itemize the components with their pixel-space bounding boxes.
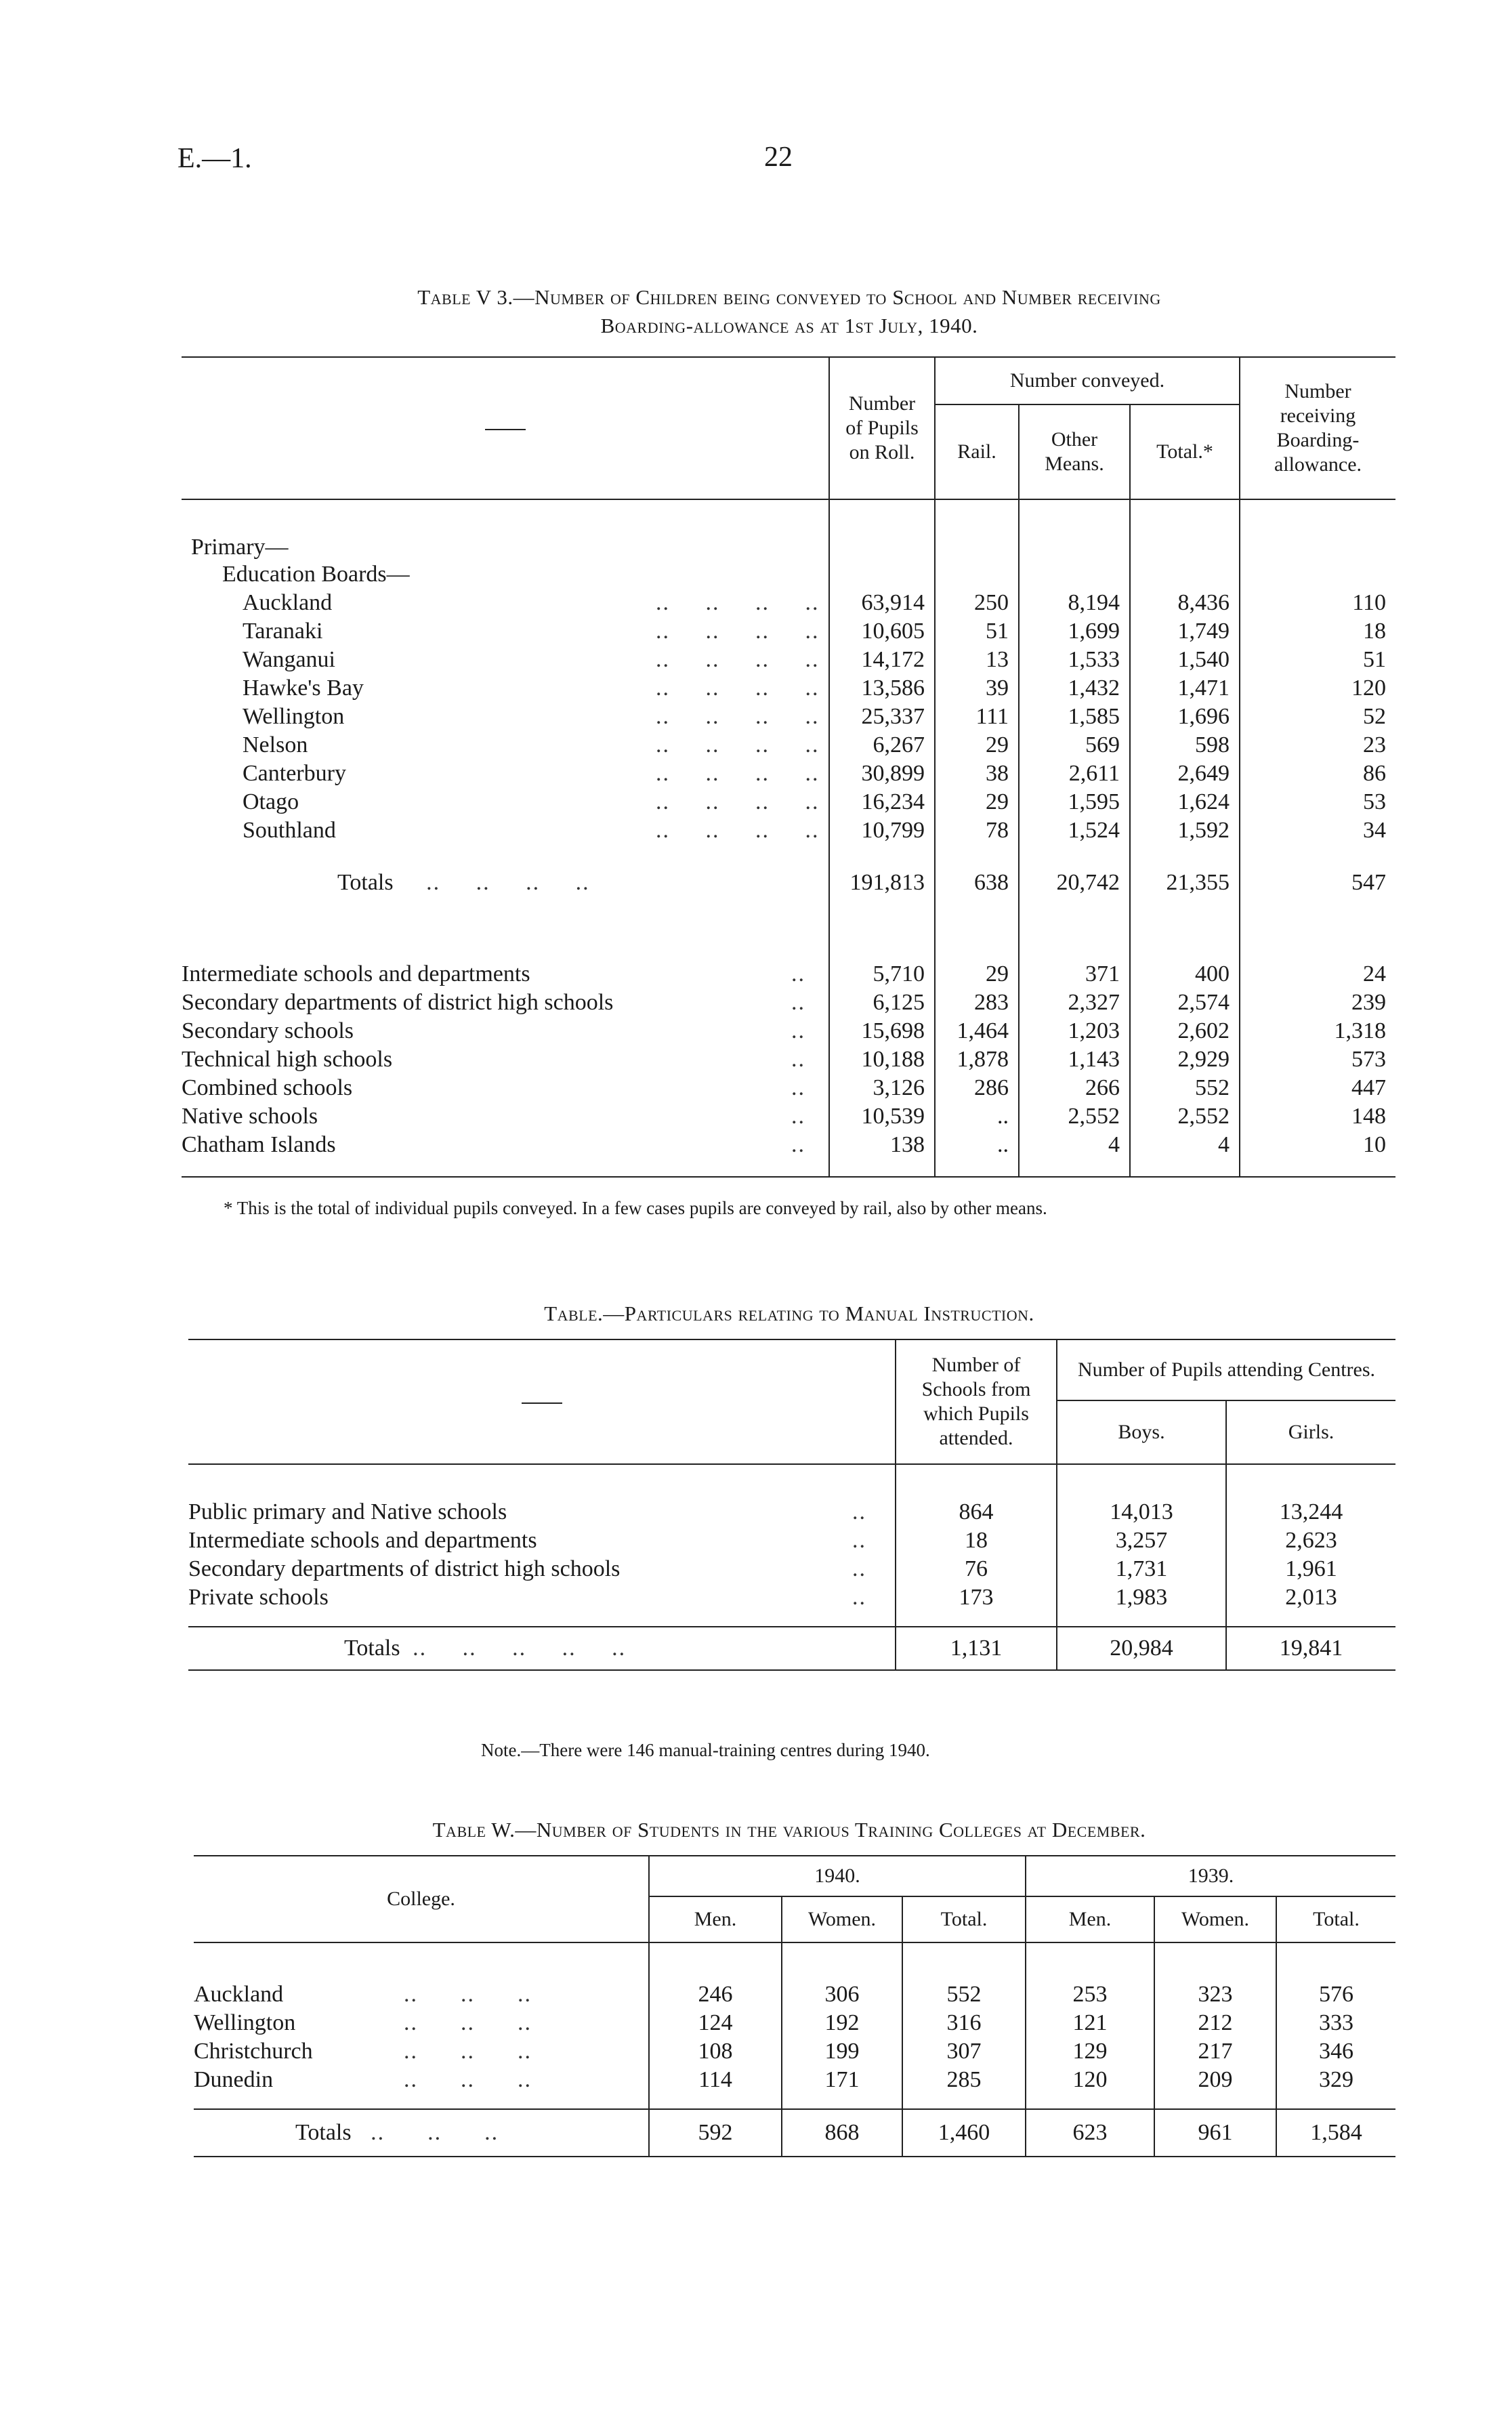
header-conveyed: Number conveyed. [935, 357, 1240, 404]
table-row-totals: Totals .. .. .. 592 868 1,460 623 961 1,584 [194, 2109, 1395, 2157]
table-row: Technical high schools .. 10,188 1,878 1,143 2,929 573 [182, 1045, 1395, 1074]
table-row-totals: Totals .. .. .. .. 191,813 638 20,742 21,355 547 [182, 868, 1395, 898]
table-row: Canterbury .. .. .. .. 30,899 38 2,611 2,649 86 [182, 760, 1395, 788]
table-row: Wellington .. .. .. .. 25,337 111 1,585 1,696 52 [182, 703, 1395, 731]
table-row: Nelson .. .. .. .. 6,267 29 569 598 23 [182, 731, 1395, 760]
table-manual [188, 1339, 1395, 1671]
table-row: Private schools .. 173 1,983 2,013 [188, 1583, 1395, 1612]
table-row: Chatham Islands .. 138 .. 4 4 10 [182, 1131, 1395, 1159]
header-rail: Rail. [935, 404, 1019, 499]
table-row: Intermediate schools and departments .. 5,710 29 371 400 24 [182, 960, 1395, 989]
table-row: Secondary schools .. 15,698 1,464 1,203 2,602 1,318 [182, 1017, 1395, 1045]
table-manual-title: Table.—Particulars relating to Manual Instruction. [544, 1302, 1034, 1325]
header-boarding: Number receiving Boarding-allowance. [1240, 357, 1395, 499]
table-manual-note: Note.—There were 146 manual-training centres during 1940. [481, 1740, 930, 1760]
header-total-1940: Total. [902, 1896, 1026, 1942]
header-men-1940: Men. [649, 1896, 782, 1942]
table-row: Christchurch .. .. .. 108 199 307 129 217 346 [194, 2037, 1395, 2066]
group-education-boards: Education Boards— [222, 562, 410, 587]
table-row: Auckland .. .. .. 246 306 552 253 323 576 [194, 1980, 1395, 2009]
table-row: Taranaki .. .. .. .. 10,605 51 1,699 1,749 18 [182, 617, 1395, 646]
stub-header [182, 357, 829, 499]
table-row: Otago .. .. .. .. 16,234 29 1,595 1,624 53 [182, 788, 1395, 816]
table-w-title: Table W.—Number of Students in the various Training Colleges at December. [432, 1818, 1146, 1842]
table-row: Hawke's Bay .. .. .. .. 13,586 39 1,432 1,471 120 [182, 674, 1395, 703]
table-row: Southland .. .. .. .. 10,799 78 1,524 1,592 34 [182, 816, 1395, 845]
table-v3-title: Table V 3.—Number of Children being conveyed to School and Number receiving Boarding-allowance as at 1st July, 1940. [417, 285, 1161, 337]
table-row: Auckland .. .. .. .. 63,914 250 8,194 8,436 110 [182, 589, 1395, 617]
table-v3 [182, 356, 1395, 1178]
table-row: Secondary departments of district high schools .. 6,125 283 2,327 2,574 239 [182, 989, 1395, 1017]
table-row-totals: Totals .. .. .. .. .. 1,131 20,984 19,841 [188, 1627, 1395, 1670]
table-row: Combined schools .. 3,126 286 266 552 447 [182, 1074, 1395, 1102]
header-girls: Girls. [1226, 1400, 1395, 1464]
table-row: Public primary and Native schools .. 864 14,013 13,244 [188, 1498, 1395, 1526]
header-other: Other Means. [1019, 404, 1130, 499]
table-row: Secondary departments of district high schools .. 76 1,731 1,961 [188, 1555, 1395, 1583]
table-row: Native schools .. 10,539 .. 2,552 2,552 148 [182, 1102, 1395, 1131]
stub-header [188, 1339, 896, 1464]
table-row: Wanganui .. .. .. .. 14,172 13 1,533 1,540 51 [182, 646, 1395, 674]
header-boys: Boys. [1057, 1400, 1226, 1464]
page-code: E.—1. [177, 143, 252, 174]
header-college: College. [387, 1888, 455, 1910]
table-w [194, 1855, 1395, 2157]
table-row: Wellington .. .. .. 124 192 316 121 212 333 [194, 2009, 1395, 2037]
header-men-1939: Men. [1026, 1896, 1154, 1942]
header-year-1939: 1939. [1026, 1856, 1395, 1896]
table-v3-footnote: * This is the total of individual pupils conveyed. In a few cases pupils are conveyed by rail, also by other means. [224, 1198, 1047, 1218]
header-year-1940: 1940. [649, 1856, 1026, 1896]
header-attending: Number of Pupils attending Centres. [1057, 1339, 1395, 1400]
table-row: Intermediate schools and departments .. 18 3,257 2,623 [188, 1526, 1395, 1555]
header-schools: Number of Schools from which Pupils attended. [896, 1339, 1057, 1464]
group-primary: Primary— [191, 535, 289, 560]
header-total: Total.* [1130, 404, 1240, 499]
header-pupils: Number of Pupils on Roll. [829, 357, 935, 499]
header-women-1939: Women. [1154, 1896, 1276, 1942]
page-number: 22 [764, 142, 793, 173]
header-women-1940: Women. [782, 1896, 902, 1942]
header-total-1939: Total. [1276, 1896, 1395, 1942]
table-row: Dunedin .. .. .. 114 171 285 120 209 329 [194, 2066, 1395, 2094]
